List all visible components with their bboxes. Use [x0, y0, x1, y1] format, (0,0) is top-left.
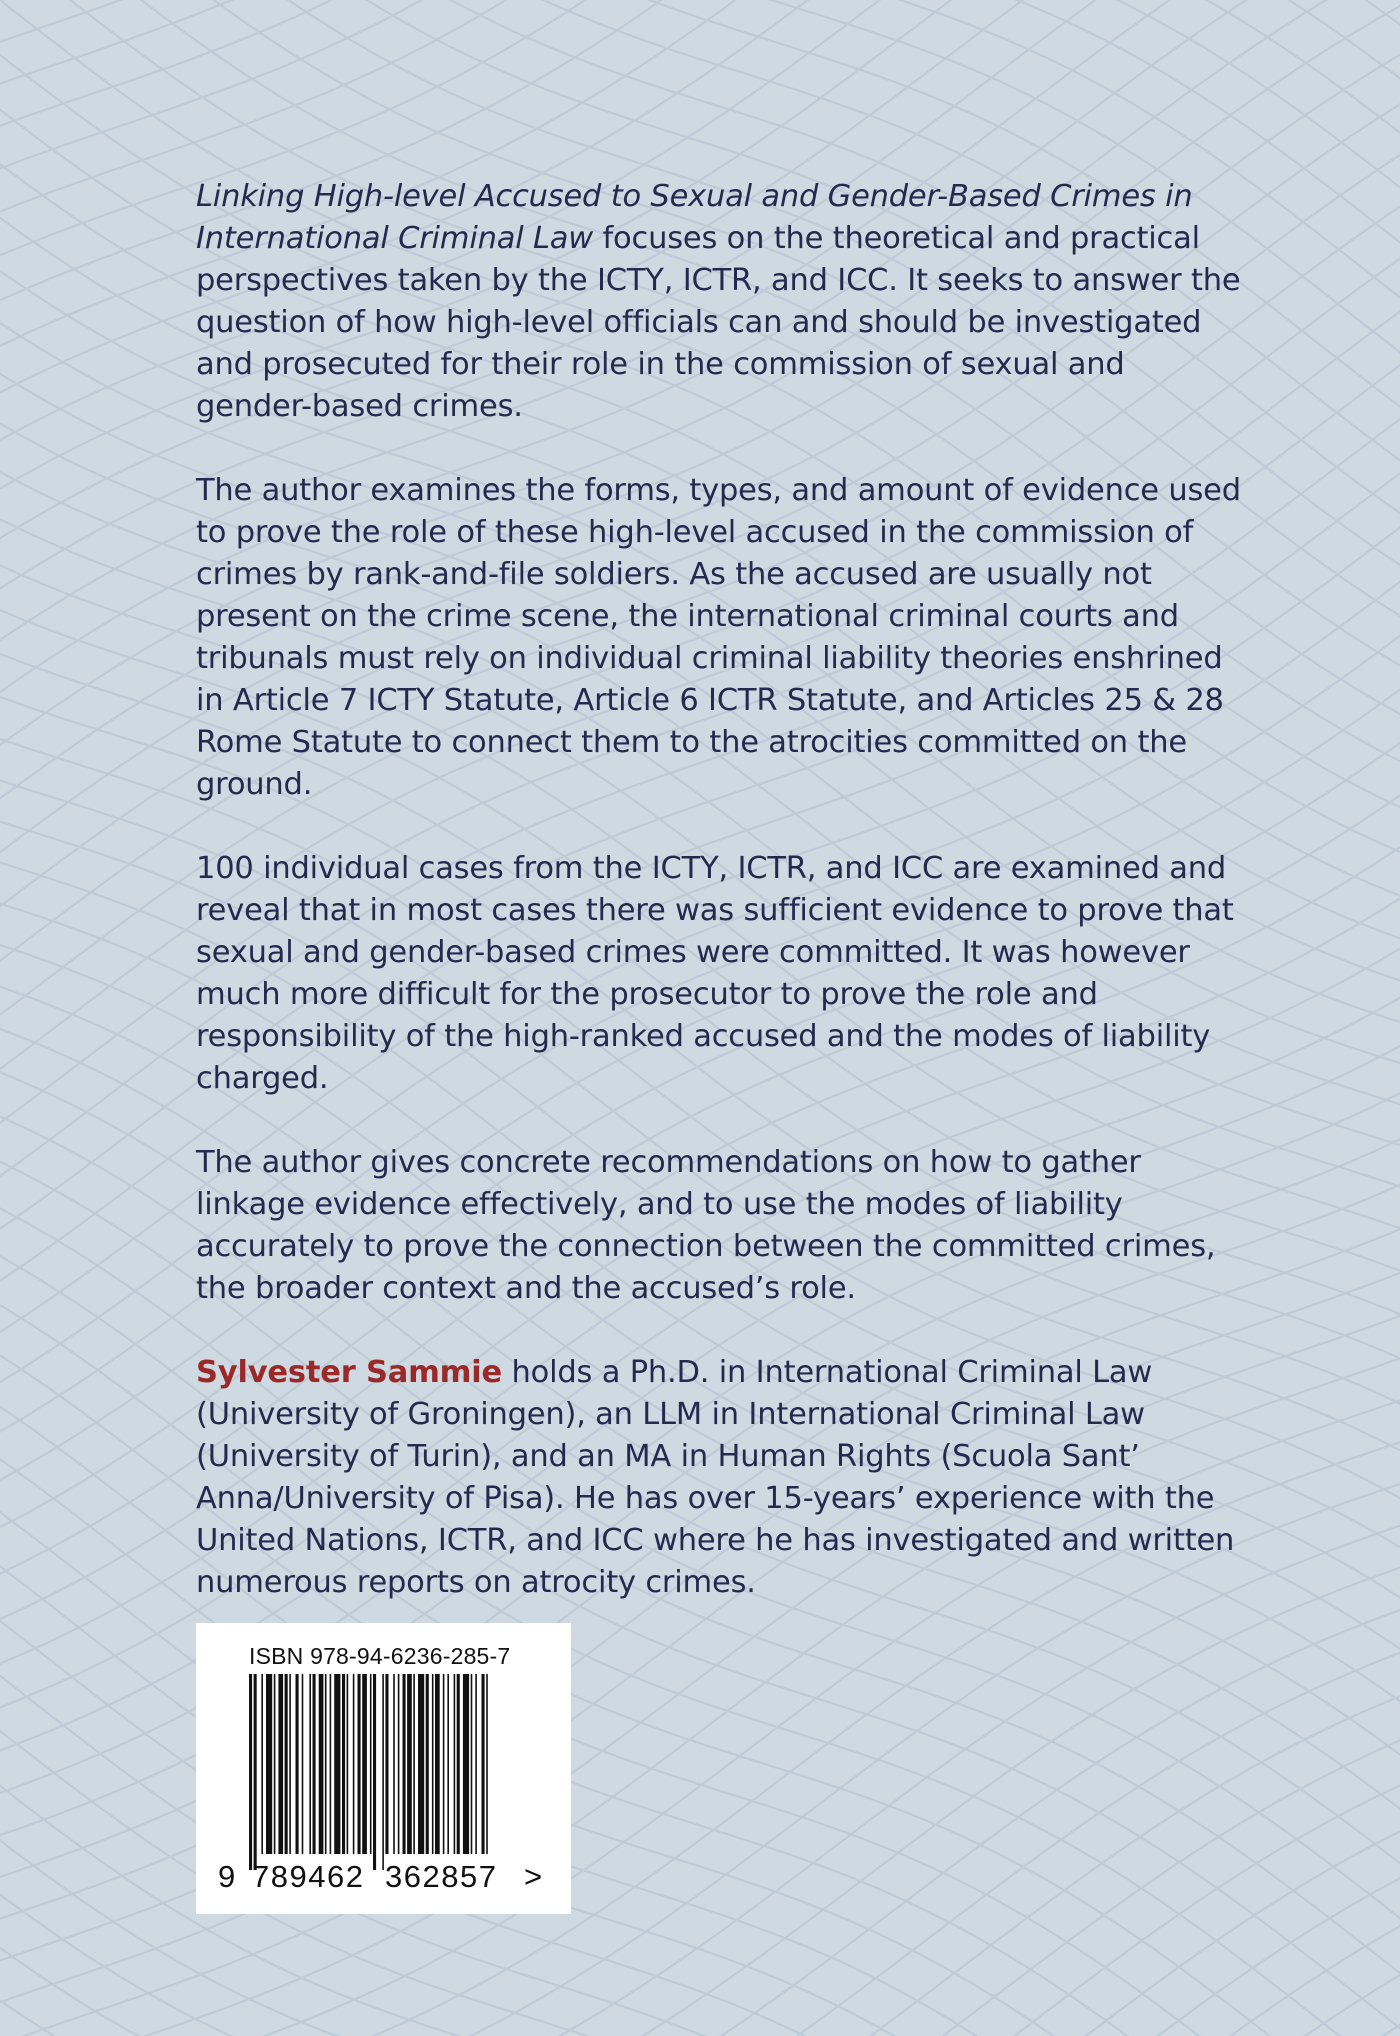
barcode-quiet-zone-arrow: >	[524, 1859, 543, 1894]
barcode-bar	[347, 1674, 349, 1854]
back-cover-text	[196, 176, 1246, 1646]
barcode-bar	[457, 1674, 460, 1854]
barcode-bar	[482, 1674, 485, 1854]
barcode-bar	[362, 1674, 367, 1854]
blurb-paragraph-4: The author gives concrete recommendations on how to gather linkage evidence effectively, and to use the modes of liability accurately to prove the connection between the committed crimes, the broader context and the accused’s role.	[196, 1145, 1216, 1306]
barcode-bar	[274, 1674, 276, 1854]
barcode-bar	[325, 1674, 327, 1854]
blurb-paragraph-3: 100 individual cases from the ICTY, ICTR, and ICC are examined and reveal that in most cases there was sufficient evidence to prove that sexual and gender-based crimes were committed. It was however much more difficult for the prosecutor to prove the role and responsibility of the high-ranked accused and the modes of liability charged.	[196, 851, 1234, 1096]
barcode-bar	[403, 1674, 406, 1854]
barcode-bar	[313, 1674, 316, 1854]
barcode-bar	[432, 1674, 434, 1854]
author-bio	[196, 1352, 1246, 1604]
barcode-bar	[407, 1674, 412, 1854]
barcode-first-digit: 9	[218, 1859, 236, 1894]
barcode-bar	[309, 1674, 311, 1854]
barcode-bar	[330, 1674, 332, 1854]
barcode-bar	[398, 1674, 400, 1854]
isbn-barcode	[196, 1623, 571, 1914]
barcode-bar	[342, 1674, 345, 1854]
barcode-bar	[278, 1674, 283, 1854]
barcode-bar	[319, 1674, 324, 1854]
isbn-label: ISBN 978-94-6236-285-7	[249, 1643, 511, 1669]
barcode-bar	[296, 1674, 299, 1854]
blurb-paragraph-2: The author examines the forms, types, and amount of evidence used to prove the role of these high-level accused in the commission of crimes by rank-and-file soldiers. As the accused are usually not present on the crime scene, the international criminal courts and tribunals must rely on individual criminal liability theories enshrined in Article 7 ICTY Statute, Article 6 ICTR Statute, and Articles 25 & 28 Rome Statute to connect them to the atrocities committed on the ground.	[196, 473, 1241, 802]
barcode-bar	[447, 1674, 449, 1854]
barcode-bar	[443, 1674, 445, 1854]
barcode-bar	[463, 1674, 469, 1854]
barcode-bar	[426, 1674, 429, 1854]
barcode-bar	[385, 1674, 388, 1854]
barcode-bar	[382, 1674, 384, 1870]
barcode-bar	[353, 1674, 355, 1854]
blurb-paragraph-1-text: focuses on the theoretical and practical perspectives taken by the ICTY, ICTR, and ICC. It seeks to answer the question of how high-level officials can and should be investigated and prosecuted for their role in the commission of sexual and gender-based crimes.	[196, 221, 1241, 424]
barcode-bar	[334, 1674, 340, 1854]
author-name: Sylvester Sammie	[196, 1355, 502, 1390]
barcode-bar	[266, 1674, 272, 1854]
barcode-bar	[454, 1674, 456, 1854]
barcode-bar	[413, 1674, 415, 1854]
barcode-left-digits: 789462	[252, 1859, 365, 1894]
barcode-bar	[475, 1674, 477, 1854]
barcode-bar	[358, 1674, 361, 1854]
barcode-bar	[254, 1674, 257, 1870]
barcode-bar	[471, 1674, 473, 1854]
barcode-bar	[289, 1674, 291, 1854]
barcode-bar	[285, 1674, 288, 1854]
barcode-bar	[370, 1674, 372, 1854]
author-bio-text: holds a Ph.D. in International Criminal Law (University of Groningen), an LLM in International Criminal Law (University of Turin), and an MA in Human Rights (Scuola Sant’ Anna/University of Pisa). He has over 15-years’ experience with the United Nations, ICTR, and ICC where he has investigated and written numerous reports on atrocity crimes.	[196, 1355, 1235, 1600]
barcode-bar	[486, 1674, 488, 1854]
blurb-paragraph-1	[196, 176, 1246, 428]
barcode-bar	[435, 1674, 440, 1854]
barcode-bar	[249, 1674, 252, 1870]
barcode-bar	[261, 1674, 263, 1854]
barcode-bar	[302, 1674, 304, 1854]
barcode-bar	[373, 1674, 376, 1870]
barcode-bar	[418, 1674, 424, 1854]
book-title-italic: Linking High-level Accused to Sexual and Gender-Based Crimes in International Criminal Law	[196, 179, 1193, 256]
barcode-right-digits: 362857	[385, 1859, 498, 1894]
barcode-bar	[393, 1674, 395, 1854]
